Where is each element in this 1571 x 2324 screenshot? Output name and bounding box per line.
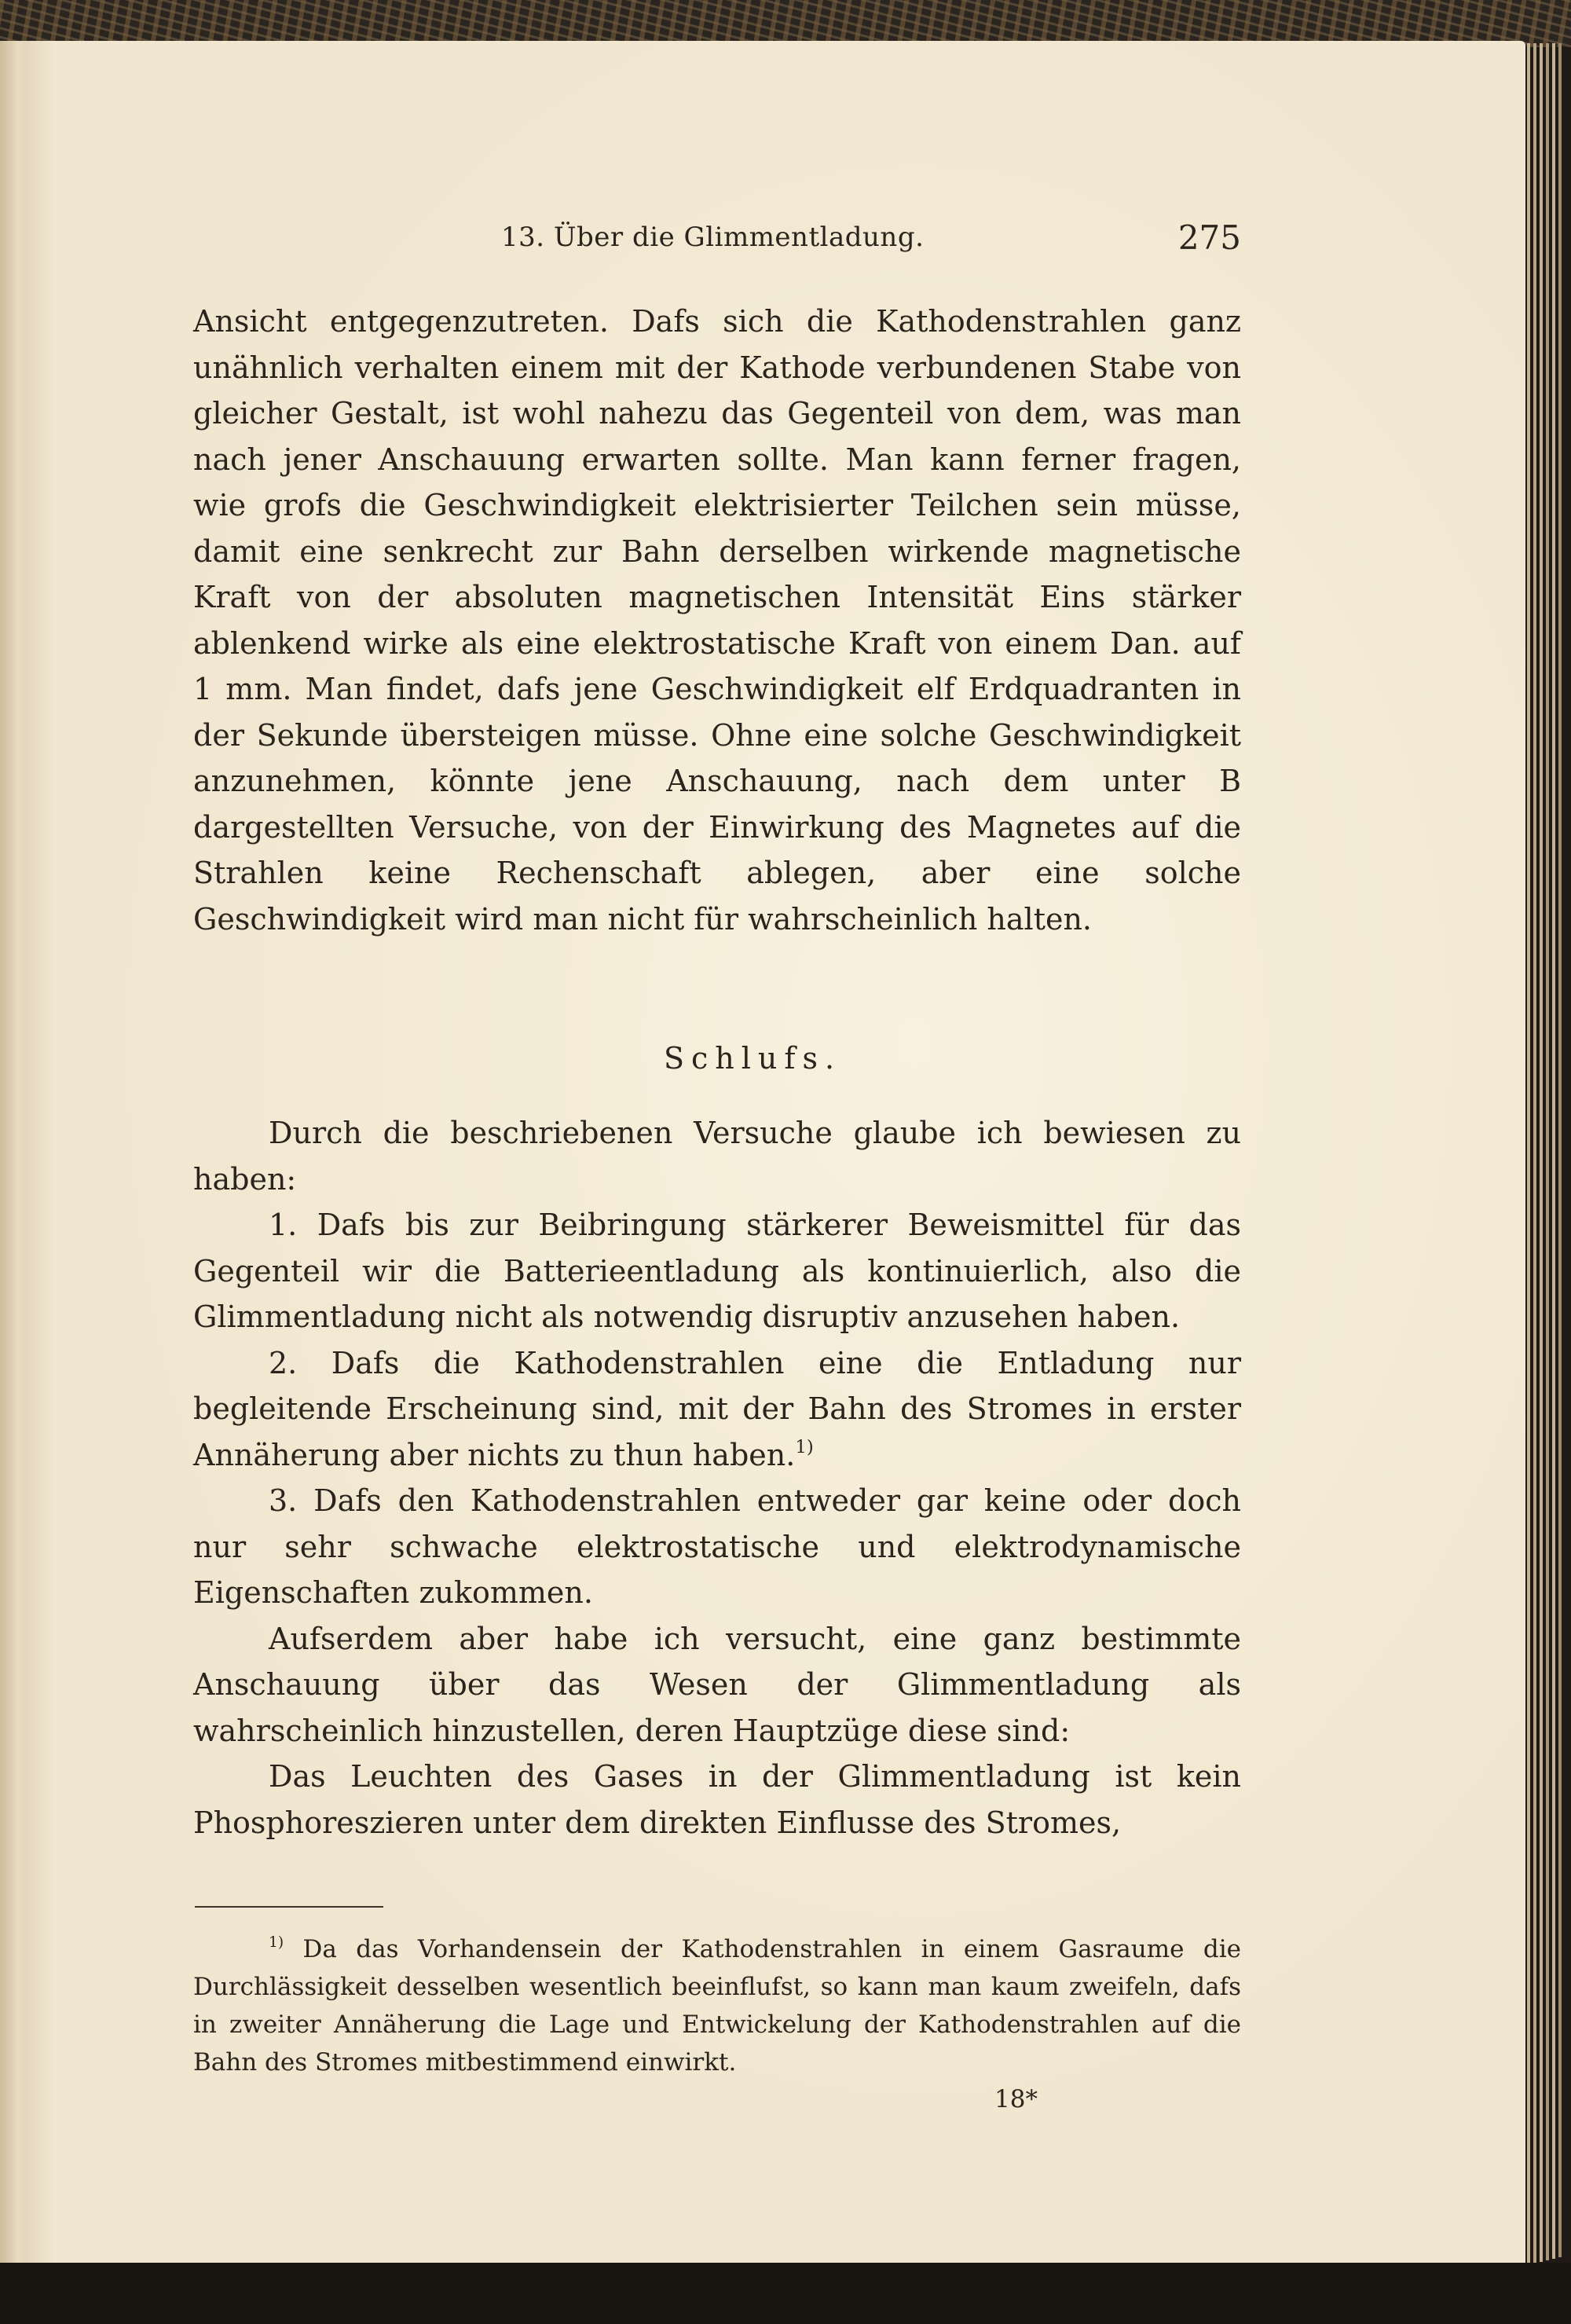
list-item-1: 1. Dafs bis zur Beibringung stärkerer Beweismittel für das Gegenteil wir die Batterieentladung als kontinuierlich, also die Glimmentladung nicht als notwendig disruptiv anzusehen haben. [193, 1208, 1241, 1334]
book-cover-bottom [0, 2263, 1571, 2324]
paragraph-intro: Durch die beschriebenen Versuche glaube ich bewiesen zu haben: [193, 1116, 1241, 1197]
book-cover-edge [0, 0, 1571, 47]
page-edge [1558, 43, 1562, 2257]
page-edge [1546, 43, 1549, 2260]
conclusion-section [193, 1110, 1241, 1846]
paragraph-ausserdem: Aufserdem aber habe ich versucht, eine ganz bestimmte Anschauung über das Wesen der Glimmentladung als wahrscheinlich hinzustellen, deren Hauptzüge diese sind: [193, 1621, 1241, 1748]
footnote-marker: 1) [269, 1934, 284, 1951]
paragraph-continuation: Ansicht entgegenzutreten. Dafs sich die Kathodenstrahlen ganz unähnlich verhalten einem mit der Kathode verbundenen Stabe von gleicher Gestalt, ist wohl nahezu das Gegenteil von dem, was man nach jener Anschauung erwarten sollte. Man kann ferner fragen, wie grofs die Geschwindigkeit elektrisierter Teilchen sein müsse, damit eine senkrecht zur Bahn derselben wirkende magnetische Kraft von der absoluten magnetischen Intensität Eins stärker ablenkend wirke als eine elektrostatische Kraft von einem Dan. auf 1 mm. Man findet, dafs jene Geschwindigkeit elf Erdquadranten in der Sekunde übersteigen müsse. Ohne eine solche Geschwindigkeit anzunehmen, könnte jene Anschauung, nach dem unter B dargestellten Versuche, von der Einwirkung des Magnetes auf die Strahlen keine Rechenschaft ablegen, aber eine solche Geschwindigkeit wird man nicht für wahrscheinlich halten. [193, 304, 1241, 937]
paragraph-leuchten: Das Leuchten des Gases in der Glimmentladung ist kein Phosphoreszieren unter dem direkten Einflusse des Stromes, [193, 1759, 1241, 1840]
page-edge [1540, 43, 1543, 2262]
section-heading: Schlufs. [663, 1041, 842, 1076]
list-item-3: 3. Dafs den Kathodenstrahlen entweder gar keine oder doch nur sehr schwache elektrostatische und elektrodynamische Eigenschaften zukommen. [193, 1483, 1241, 1610]
footnote [193, 1930, 1241, 2081]
list-item-2-text: 2. Dafs die Kathodenstrahlen eine die Entladung nur begleitende Erscheinung sind, mit der Bahn des Stromes in erster Annäherung aber nichts zu thun haben. [193, 1345, 1241, 1472]
footnote-divider [195, 1906, 383, 1908]
page-gutter [0, 41, 27, 2264]
list-item-2 [193, 1340, 1241, 1479]
page-edge [1533, 43, 1536, 2264]
footnote-reference: 1) [795, 1436, 814, 1457]
page-edge [1527, 43, 1530, 2265]
running-head [193, 218, 1241, 269]
page-number: 275 [1177, 218, 1241, 257]
footnote-text: Da das Vorhandensein der Kathodenstrahlen in einem Gasraume die Durchlässigkeit desselben wesentlich beeinflufst, so kann man kaum zweifeln, dafs in zweiter Annäherung die Lage und Entwickelung der Kathodenstrahlen auf die Bahn des Stromes mitbestimmend einwirkt. [193, 1935, 1241, 2077]
signature-mark: 18* [994, 2085, 1038, 2113]
running-title: 13. Über die Glimmentladung. [501, 222, 925, 253]
page-edge [1552, 43, 1555, 2259]
